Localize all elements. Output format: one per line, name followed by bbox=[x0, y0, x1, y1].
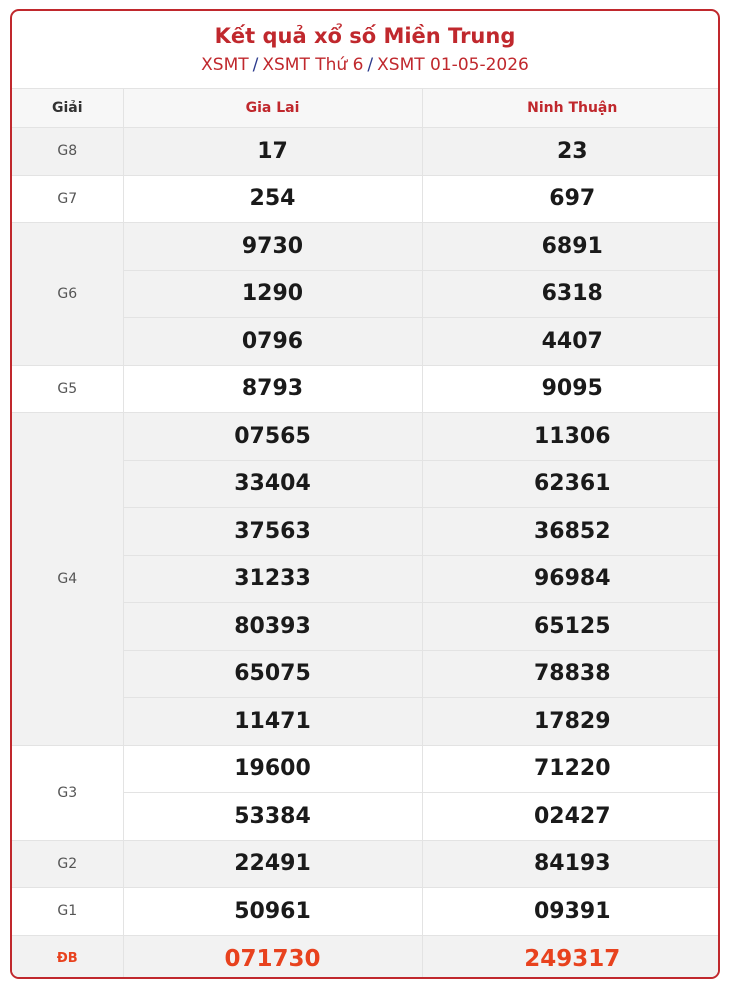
table-header-row bbox=[12, 89, 720, 128]
results-header bbox=[12, 11, 718, 89]
results-body bbox=[12, 128, 720, 980]
gia-lai-number: 80393 bbox=[123, 603, 422, 651]
ninh-thuan-number: 23 bbox=[422, 128, 720, 176]
breadcrumb bbox=[12, 54, 718, 76]
gia-lai-number: 17 bbox=[123, 128, 422, 176]
gia-lai-number: 53384 bbox=[123, 793, 422, 841]
ninh-thuan-number: 84193 bbox=[422, 840, 720, 888]
gia-lai-number: 33404 bbox=[123, 460, 422, 508]
prize-label: G8 bbox=[12, 128, 123, 176]
ninh-thuan-number: 09391 bbox=[422, 888, 720, 936]
table-row bbox=[12, 888, 720, 936]
prize-label: G3 bbox=[12, 745, 123, 840]
table-row bbox=[12, 175, 720, 223]
gia-lai-number: 65075 bbox=[123, 650, 422, 698]
ninh-thuan-number: 62361 bbox=[422, 460, 720, 508]
page-title: Kết quả xổ số Miền Trung bbox=[214, 24, 516, 48]
column-header-gia-lai[interactable]: Gia Lai bbox=[123, 89, 422, 128]
prize-label: ĐB bbox=[12, 935, 123, 979]
gia-lai-number: 8793 bbox=[123, 365, 422, 413]
gia-lai-number: 0796 bbox=[123, 318, 422, 366]
ninh-thuan-number: 17829 bbox=[422, 698, 720, 746]
gia-lai-number: 254 bbox=[123, 175, 422, 223]
ninh-thuan-number: 6318 bbox=[422, 270, 720, 318]
gia-lai-number: 07565 bbox=[123, 413, 422, 461]
column-header-ninh-thuan[interactable]: Ninh Thuận bbox=[422, 89, 720, 128]
column-header-giai: Giải bbox=[12, 89, 123, 128]
gia-lai-number: 22491 bbox=[123, 840, 422, 888]
gia-lai-number: 37563 bbox=[123, 508, 422, 556]
results-table bbox=[12, 89, 720, 979]
breadcrumb-link-date[interactable]: XSMT 01-05-2026 bbox=[377, 55, 529, 75]
breadcrumb-separator: / bbox=[252, 55, 259, 75]
ninh-thuan-number: 697 bbox=[422, 175, 720, 223]
gia-lai-number: 50961 bbox=[123, 888, 422, 936]
prize-label: G5 bbox=[12, 365, 123, 413]
table-row bbox=[12, 840, 720, 888]
gia-lai-number: 1290 bbox=[123, 270, 422, 318]
breadcrumb-link-xsmt-thu6[interactable]: XSMT Thứ 6 bbox=[262, 55, 364, 75]
gia-lai-number: 9730 bbox=[123, 223, 422, 271]
ninh-thuan-number: 78838 bbox=[422, 650, 720, 698]
table-row bbox=[12, 413, 720, 461]
ninh-thuan-number: 11306 bbox=[422, 413, 720, 461]
ninh-thuan-number: 36852 bbox=[422, 508, 720, 556]
prize-label: G6 bbox=[12, 223, 123, 366]
gia-lai-number: 071730 bbox=[123, 935, 422, 979]
breadcrumb-separator: / bbox=[367, 55, 374, 75]
ninh-thuan-number: 9095 bbox=[422, 365, 720, 413]
ninh-thuan-number: 249317 bbox=[422, 935, 720, 979]
gia-lai-number: 31233 bbox=[123, 555, 422, 603]
prize-label: G4 bbox=[12, 413, 123, 746]
table-row bbox=[12, 128, 720, 176]
prize-label: G1 bbox=[12, 888, 123, 936]
table-row bbox=[12, 745, 720, 793]
results-card bbox=[10, 9, 720, 979]
prize-label: G7 bbox=[12, 175, 123, 223]
breadcrumb-link-xsmt[interactable]: XSMT bbox=[201, 55, 249, 75]
ninh-thuan-number: 71220 bbox=[422, 745, 720, 793]
gia-lai-number: 11471 bbox=[123, 698, 422, 746]
prize-label: G2 bbox=[12, 840, 123, 888]
ninh-thuan-number: 65125 bbox=[422, 603, 720, 651]
table-row bbox=[12, 223, 720, 271]
ninh-thuan-number: 4407 bbox=[422, 318, 720, 366]
ninh-thuan-number: 96984 bbox=[422, 555, 720, 603]
gia-lai-number: 19600 bbox=[123, 745, 422, 793]
table-row bbox=[12, 935, 720, 979]
ninh-thuan-number: 6891 bbox=[422, 223, 720, 271]
ninh-thuan-number: 02427 bbox=[422, 793, 720, 841]
table-row bbox=[12, 365, 720, 413]
